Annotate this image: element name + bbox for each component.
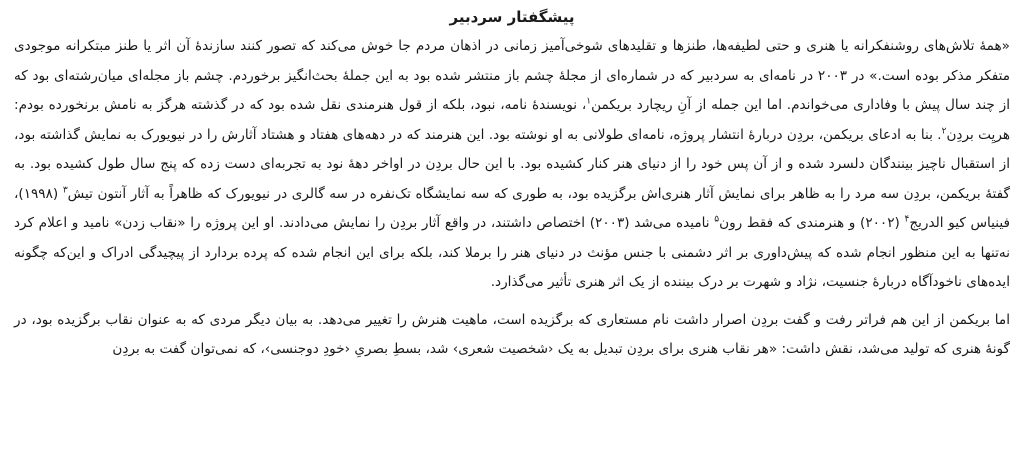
footnote-marker[interactable]: ۵ (714, 214, 720, 225)
footnote-marker[interactable]: ۳ (62, 184, 68, 195)
footnote-marker[interactable]: ۱ (586, 96, 592, 107)
footnote-marker[interactable]: ۲ (941, 125, 947, 136)
footnote-marker[interactable]: ۴ (904, 214, 910, 225)
body-paragraph-2: اما بریکمن از این هم فراتر رفت و گفت بردِن اصرار داشت نام مستعاری که برگزیده است، ماهیت هنرش را تغییر می‌دهد. به بیان دیگر مردی که به عنوان نقاب برگزیده بود، در گونهٔ هنری که تولید می‌شد، نقش داشت: «هر نقاب هنری برای بردِن تبدیل به یک ‹شخصیت شعری› شد، بسطِ بصریِ ‹خودِ دوجنسی›، که نمی‌توان گفت به بردِن (14, 311, 1010, 357)
editor-preface-title: پیشگفتار سردبیر (449, 8, 575, 26)
body-paragraph-1: «همهٔ تلاش‌های روشنفکرانه یا هنری و حتی لطیفه‌ها، طنزها و تقلیدهای شوخی‌آمیز زمانی در اذهان مردم جا خوش می‌کند که تصور کنند سازندهٔ آن اثر یا طنز مبتکرانه موجودی متفکر مذکر بوده است.» در ۲۰۰۳ در نامه‌ای به سردبیر که در شماره‌ای از مجلهٔ چشم باز منتشر شده بود به این جملهٔ بحث‌انگیز برخوردم. چشم باز مجله‌ای میان‌رشته‌ای بود که از چند سال پیش با وفاداری می‌خواندم. اما این جمله از آنِ ریچارد بریکمن$^۱$، نویسندهٔ نامه، نبود، بلکه از قول هنرمندی نقل شده بود که در گذشته هرگز به نامش برنخورده بودم: هریِت بردِن$^۲$. بنا به ادعای بریکمن، بردِن دربارهٔ انتشار پروژه، نامه‌ای طولانی به او نوشته بود. این هنرمند که در دهه‌های هفتاد و هشتاد آثارش را در نیویورک به نمایش گذاشته بود، از استقبال ناچیز بینندگان دلسرد شده و از آن پس خود را از دنیای هنر کنار کشیده بود. با این حال بردِن در اواخر دههٔ نود به تجربه‌ای دست زده که پنج سال طول کشیده بود. به گفتهٔ بریکمن، بردِن سه مرد را به ظاهر برای نمایش آثار هنری‌اش برگزیده بود، به طوری که سه نمایشگاه تک‌نفره در سه گالری در نیویورک که ظاهراً به آثار آنتون تیش$^۳$ (۱۹۹۸)، فینیاس کیو الدریج$^۴$ (۲۰۰۲) و هنرمندی که فقط رون$^۵$ نامیده می‌شد (۲۰۰۳) اختصاص داشتند، در واقع آثار بردِن را نمایش می‌دادند. او این پروژه را «نقاب زدن» نامید و اعلام کرد نه‌تنها به این منظور انجام شده که پیش‌داوری بر اثر دشمنی با جنس مؤنث در دنیای هنر را برملا کند، بلکه برای این انجام شده که پرده بردارد از پیچیدگی ادراک و این‌که چگونه ایده‌های ناخودآگاه دربارهٔ جنسیت، نژاد و شهرت بر درک بیننده از یک اثر هنری تأثیر می‌گذارد. (14, 38, 1011, 290)
